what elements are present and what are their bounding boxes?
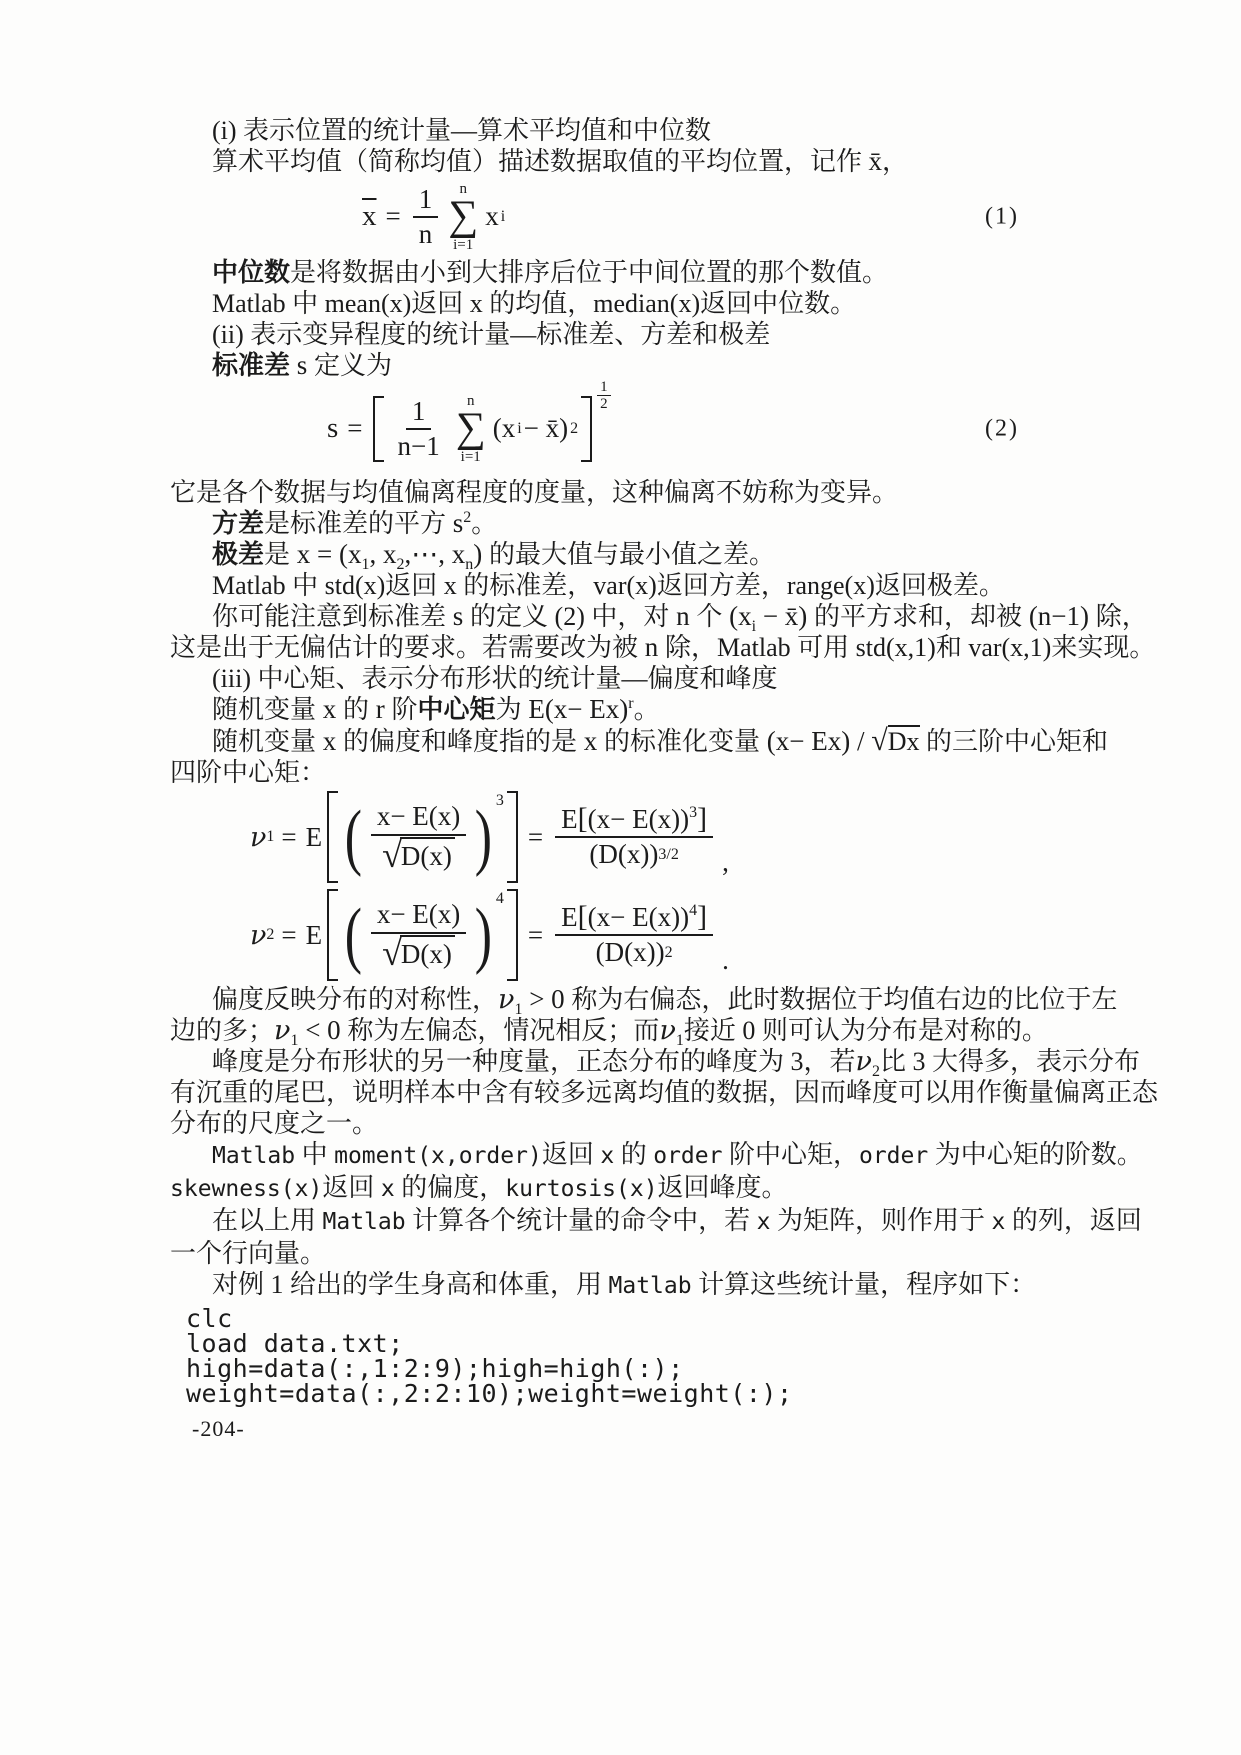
- text-line: [170, 115, 1141, 146]
- text-line: [170, 984, 1141, 1018]
- text-segment: 称为右偏态，此时数据位于均值右边的比位于左: [571, 985, 1118, 1014]
- text-segment: skewness(x): [170, 1176, 323, 1202]
- text-line: [170, 570, 1141, 601]
- right-paren: ): [474, 796, 493, 878]
- text-segment: (n−1): [1022, 601, 1096, 631]
- math-token: x− E(x): [371, 898, 466, 933]
- text-line: [170, 1269, 1141, 1302]
- text-line: [170, 508, 1141, 539]
- code-line: clc: [186, 1304, 233, 1333]
- paragraph-group-2: [170, 257, 1141, 381]
- right-bracket: [507, 889, 518, 981]
- fraction: [371, 800, 466, 873]
- text-segment: 在以上用: [212, 1206, 323, 1235]
- right-bracket: ]: [697, 899, 708, 933]
- fraction: [413, 183, 439, 251]
- text-segment: order: [858, 1143, 929, 1169]
- text-segment: x: [577, 726, 605, 756]
- text-segment: 的列，返回: [1005, 1206, 1142, 1235]
- equation-1-label: (1): [985, 203, 1019, 230]
- left-bracket: [327, 791, 338, 883]
- math-token: − x̄): [523, 413, 569, 444]
- text-segment: 定义为: [314, 351, 393, 380]
- left-bracket: [: [577, 899, 588, 933]
- right-bracket: [507, 791, 518, 883]
- page-number: -204-: [192, 1416, 245, 1441]
- text-line: [170, 539, 1141, 573]
- text-segment: , x: [369, 539, 397, 569]
- radical-icon: √: [382, 932, 402, 973]
- text-line: [170, 694, 1141, 725]
- text-segment: i: [751, 618, 757, 635]
- math-token: D(x): [400, 837, 455, 872]
- right-bracket: [581, 396, 592, 463]
- math-token: $\overline{x}$: [362, 200, 377, 233]
- text-line: [170, 663, 1141, 694]
- sqrt-expression: [376, 934, 461, 972]
- equation-2: [170, 378, 1141, 475]
- math-token: E: [305, 821, 323, 852]
- fraction: [555, 901, 713, 969]
- math-token: x: [485, 201, 499, 232]
- text-line: [170, 1077, 1159, 1108]
- text-segment: (i) 表示位置的统计量—算术平均值和中位数: [212, 116, 712, 145]
- text-segment: 为: [495, 695, 522, 724]
- text-segment: s: [290, 350, 315, 380]
- text-line: [170, 1172, 1141, 1205]
- text-segment: 个: [696, 602, 723, 631]
- text-segment: − x̄): [756, 601, 815, 631]
- code-block: [170, 1306, 1141, 1406]
- text-segment: 返回峰度。: [657, 1173, 788, 1202]
- math-token: =: [527, 919, 544, 950]
- text-segment: 的平方求和，却被: [814, 602, 1023, 631]
- math-expression: [555, 901, 713, 936]
- text-segment: ν: [274, 1015, 291, 1046]
- text-segment: (x− Ex) /: [760, 726, 872, 756]
- text-segment: 2: [463, 509, 472, 526]
- text-segment: x: [316, 726, 344, 756]
- math-token: s: [327, 412, 339, 445]
- math-token: E: [561, 803, 578, 834]
- math-token: 2: [600, 396, 608, 413]
- text-segment: Dx: [887, 727, 920, 756]
- text-segment: n: [669, 601, 697, 631]
- text-segment: 除，Matlab 可用 std(x,1)和 var(x,1)来实现。: [665, 633, 1156, 662]
- text-segment: 阶: [391, 695, 418, 724]
- sqrt-expression: [376, 836, 461, 874]
- text-segment: ν: [498, 984, 515, 1015]
- text-segment: 为矩阵，则作用于: [770, 1206, 992, 1235]
- text-segment: (ii) 表示变异程度的统计量—标准差、方差和极差: [212, 320, 771, 349]
- math-token: D(x): [400, 935, 455, 970]
- text-segment: 2: [871, 1063, 880, 1080]
- math-token: .: [722, 945, 729, 975]
- math-token: E: [305, 919, 323, 950]
- text-segment: 除，: [1095, 602, 1148, 631]
- equation-2-label: (2): [985, 415, 1019, 442]
- math-token: ν: [250, 919, 267, 951]
- text-segment: 为中心矩的阶数。: [928, 1140, 1143, 1169]
- text-segment: 中心矩: [417, 695, 496, 724]
- text-line: [170, 1046, 1141, 1080]
- summation: [448, 181, 478, 254]
- text-line: [170, 1238, 1141, 1269]
- text-segment: 的定义 (2) 中，对: [470, 602, 670, 631]
- fraction: [371, 898, 466, 971]
- text-segment: ): [473, 539, 489, 569]
- text-segment: x̄: [868, 146, 883, 176]
- text-segment: Matlab 中 std(x)返回 x 的标准差，var(x)返回方差，range(x)返回极差。: [212, 571, 1005, 600]
- text-line: [170, 1139, 1141, 1172]
- text-segment: moment(x,order): [334, 1143, 542, 1169]
- math-expression: (D(x)) 2: [595, 937, 673, 967]
- text-segment: (iii) 中心矩、表示分布形状的统计量—偏度和峰度: [212, 664, 778, 693]
- math-token: ν: [250, 821, 267, 853]
- text-segment: 你可能注意到标准差: [212, 602, 447, 631]
- text-line: [170, 1015, 1141, 1049]
- text-segment: (x: [722, 601, 752, 631]
- text-line: [170, 319, 1141, 350]
- math-token: x− E(x): [371, 800, 466, 835]
- paragraph-group-4: [170, 984, 1159, 1302]
- text-segment: 分布的尺度之一。: [170, 1109, 379, 1138]
- text-segment: 算术平均值（简称均值）描述数据取值的平均位置，记作: [212, 147, 869, 176]
- paragraph-group-3: [170, 477, 1156, 788]
- text-segment: 返回: [322, 1173, 381, 1202]
- text-segment: 偏度反映分布的对称性，: [212, 985, 499, 1014]
- equation-1: [170, 179, 1141, 255]
- summation: [456, 393, 486, 466]
- sigma-symbol: ∑: [448, 193, 479, 240]
- exponent-half: [597, 379, 611, 413]
- text-segment: > 0: [522, 984, 572, 1014]
- math-token: 1: [597, 379, 611, 397]
- math-token: 4: [495, 890, 504, 907]
- text-line: [170, 257, 1141, 288]
- text-segment: x = (x: [290, 539, 362, 569]
- code-line: high=data(:,1:2:9);high=high(:);: [186, 1354, 684, 1383]
- text-segment: 的: [614, 1140, 654, 1169]
- radical-icon: √: [382, 834, 402, 875]
- text-segment: 阶中心矩，: [722, 1140, 859, 1169]
- math-expression: (D(x)) 3/2: [589, 839, 679, 869]
- left-bracket: [: [577, 801, 588, 835]
- math-token: =: [347, 413, 363, 444]
- text-segment: x: [756, 1209, 771, 1235]
- text-segment: ，: [882, 147, 909, 176]
- text-line: [170, 146, 1141, 177]
- text-segment: 1: [675, 1032, 684, 1049]
- text-segment: Matlab: [608, 1273, 692, 1299]
- math-token: =: [385, 201, 401, 232]
- text-segment: 中位数: [212, 258, 291, 287]
- math-token: 4: [689, 901, 698, 919]
- math-token: i=1: [453, 236, 474, 253]
- sigma-symbol: ∑: [455, 405, 486, 452]
- text-segment: n: [638, 632, 666, 662]
- text-segment: 这是出于无偏估计的要求。若需要改为被: [170, 633, 639, 662]
- text-line: [170, 1108, 1141, 1139]
- text-segment: 它是各个数据与均值偏离程度的度量，这种偏离不妨称为变异。: [170, 478, 899, 507]
- text-segment: 中: [295, 1140, 335, 1169]
- text-segment: 1: [290, 1032, 299, 1049]
- right-bracket: ]: [697, 801, 708, 835]
- text-segment: E(x− Ex): [521, 694, 629, 724]
- text-segment: r: [628, 695, 634, 712]
- math-token: (D(x)): [589, 839, 659, 869]
- text-segment: 的偏度和峰度指的是: [343, 727, 578, 756]
- text-segment: x: [991, 1209, 1006, 1235]
- text-segment: 计算各个统计量的命令中，若: [405, 1206, 757, 1235]
- equation-2-body: s = $\frac{1}{n-1}$ n ∑ i=1 (x i − x̄) 2 1 2: [325, 393, 611, 466]
- math-token: 3: [689, 803, 698, 821]
- text-line: [170, 288, 1141, 319]
- text-segment: x: [316, 694, 344, 724]
- math-token: =: [527, 821, 544, 852]
- math-token: n: [459, 180, 467, 197]
- text-segment: kurtosis(x): [505, 1176, 658, 1202]
- left-paren: (: [344, 894, 363, 976]
- left-bracket: [373, 396, 384, 463]
- math-token: 1: [406, 395, 432, 430]
- text-segment: 四阶中心矩：: [170, 758, 327, 787]
- text-segment: r: [369, 694, 392, 724]
- text-segment: ν: [855, 1046, 872, 1077]
- text-segment: 随机变量: [212, 695, 317, 724]
- text-segment: s: [446, 508, 464, 538]
- math-token: 3: [495, 792, 504, 809]
- text-line: [170, 757, 1141, 788]
- equation-nu2: ν 2 = E ( x− E(x) √ D(x) ) 4 = $E[(x- E(x))^4]$ (D(x)) 2 .: [250, 886, 1141, 984]
- math-token: n: [466, 392, 475, 409]
- text-segment: x: [380, 1176, 395, 1202]
- text-segment: Matlab 中 mean(x)返回 x 的均值，median(x)返回中位数。: [212, 289, 857, 318]
- text-segment: 称为左偏态，情况相反；而: [347, 1016, 660, 1045]
- text-segment: 1: [514, 1001, 523, 1018]
- text-line: [170, 601, 1148, 635]
- text-segment: 计算这些统计量，程序如下：: [691, 1270, 1037, 1299]
- text-segment: 方差: [212, 509, 265, 538]
- math-token: n: [418, 218, 433, 249]
- left-bracket: [327, 889, 338, 981]
- text-segment: 是将数据由小到大排序后位于中间位置的那个数值。: [290, 258, 889, 287]
- text-segment: 比 3 大得多，表示分布: [879, 1047, 1140, 1076]
- text-segment: 随机变量: [212, 727, 317, 756]
- text-segment: ν: [659, 1015, 676, 1046]
- left-paren: (: [344, 796, 363, 878]
- text-segment: 的: [343, 695, 370, 724]
- text-line: [170, 477, 1141, 508]
- code-line: weight=data(:,2:2:10);weight=weight(:);: [186, 1379, 793, 1408]
- text-segment: 对例 1 给出的学生身高和体重，用: [212, 1270, 609, 1299]
- text-segment: 峰度是分布形状的另一种度量，正态分布的峰度为 3，若: [212, 1047, 856, 1076]
- text-line: [170, 1205, 1141, 1238]
- text-segment: 。: [633, 695, 660, 724]
- text-segment: Matlab: [212, 1143, 296, 1169]
- text-segment: 一个行向量。: [170, 1239, 327, 1268]
- text-segment: 接近 0 则可认为分布是对称的。: [683, 1016, 1048, 1045]
- math-token: =: [281, 821, 297, 852]
- text-segment: order: [653, 1143, 723, 1169]
- text-segment: 2: [396, 556, 405, 573]
- text-segment: 是: [264, 540, 291, 569]
- math-token: (x− E(x)): [587, 803, 690, 834]
- fraction: [555, 803, 713, 871]
- equation-1-body: $\overline{x}$ = $\frac{1}{n}$ n ∑ i=1 x i: [362, 180, 506, 253]
- text-segment: 边的多；: [170, 1016, 275, 1045]
- math-expression: [555, 803, 713, 838]
- fraction: [392, 395, 446, 463]
- text-segment: 的偏度，: [394, 1173, 506, 1202]
- text-segment: s: [446, 601, 471, 631]
- text-segment: 的标准化变量: [604, 727, 761, 756]
- math-token: (x: [492, 413, 516, 444]
- text-segment: 标准差: [212, 351, 291, 380]
- math-token: (x− E(x)): [587, 901, 690, 932]
- text-segment: n: [465, 556, 474, 573]
- text-segment: √: [871, 724, 888, 757]
- math-token: E: [561, 901, 578, 932]
- text-segment: 。: [471, 509, 498, 538]
- text-segment: 的三阶中心矩和: [919, 727, 1109, 756]
- right-paren: ): [474, 894, 493, 976]
- math-token: =: [281, 919, 297, 950]
- text-segment: 有沉重的尾巴，说明样本中含有较多远离均值的数据，因而峰度可以用作衡量偏离正态: [170, 1078, 1159, 1107]
- paragraph-group-1: [170, 115, 1141, 177]
- math-token: (D(x)): [595, 937, 665, 967]
- text-segment: Matlab: [322, 1209, 406, 1235]
- math-token: n−1: [397, 430, 440, 461]
- text-line: [170, 632, 1156, 663]
- text-segment: < 0: [298, 1015, 348, 1045]
- math-token: 1: [413, 183, 439, 218]
- text-segment: 是标准差的平方: [264, 509, 447, 538]
- text-segment: ,⋯, x: [404, 539, 466, 569]
- math-token: i=1: [460, 448, 481, 465]
- equation-nu1: ν 1 = E ( x− E(x) √ D(x) ) 3 = $E[(x- E(x))^3]$ (D(x)) 3/2 ,: [250, 788, 1141, 886]
- text-segment: 的最大值与最小值之差。: [489, 540, 776, 569]
- text-segment: x: [600, 1143, 615, 1169]
- text-line: [170, 725, 1141, 757]
- math-token: ,: [722, 847, 729, 877]
- text-segment: 1: [361, 556, 370, 573]
- code-line: load data.txt;: [186, 1329, 404, 1358]
- text-segment: 极差: [212, 540, 265, 569]
- text-line: [170, 350, 1141, 381]
- text-segment: 返回: [541, 1140, 601, 1169]
